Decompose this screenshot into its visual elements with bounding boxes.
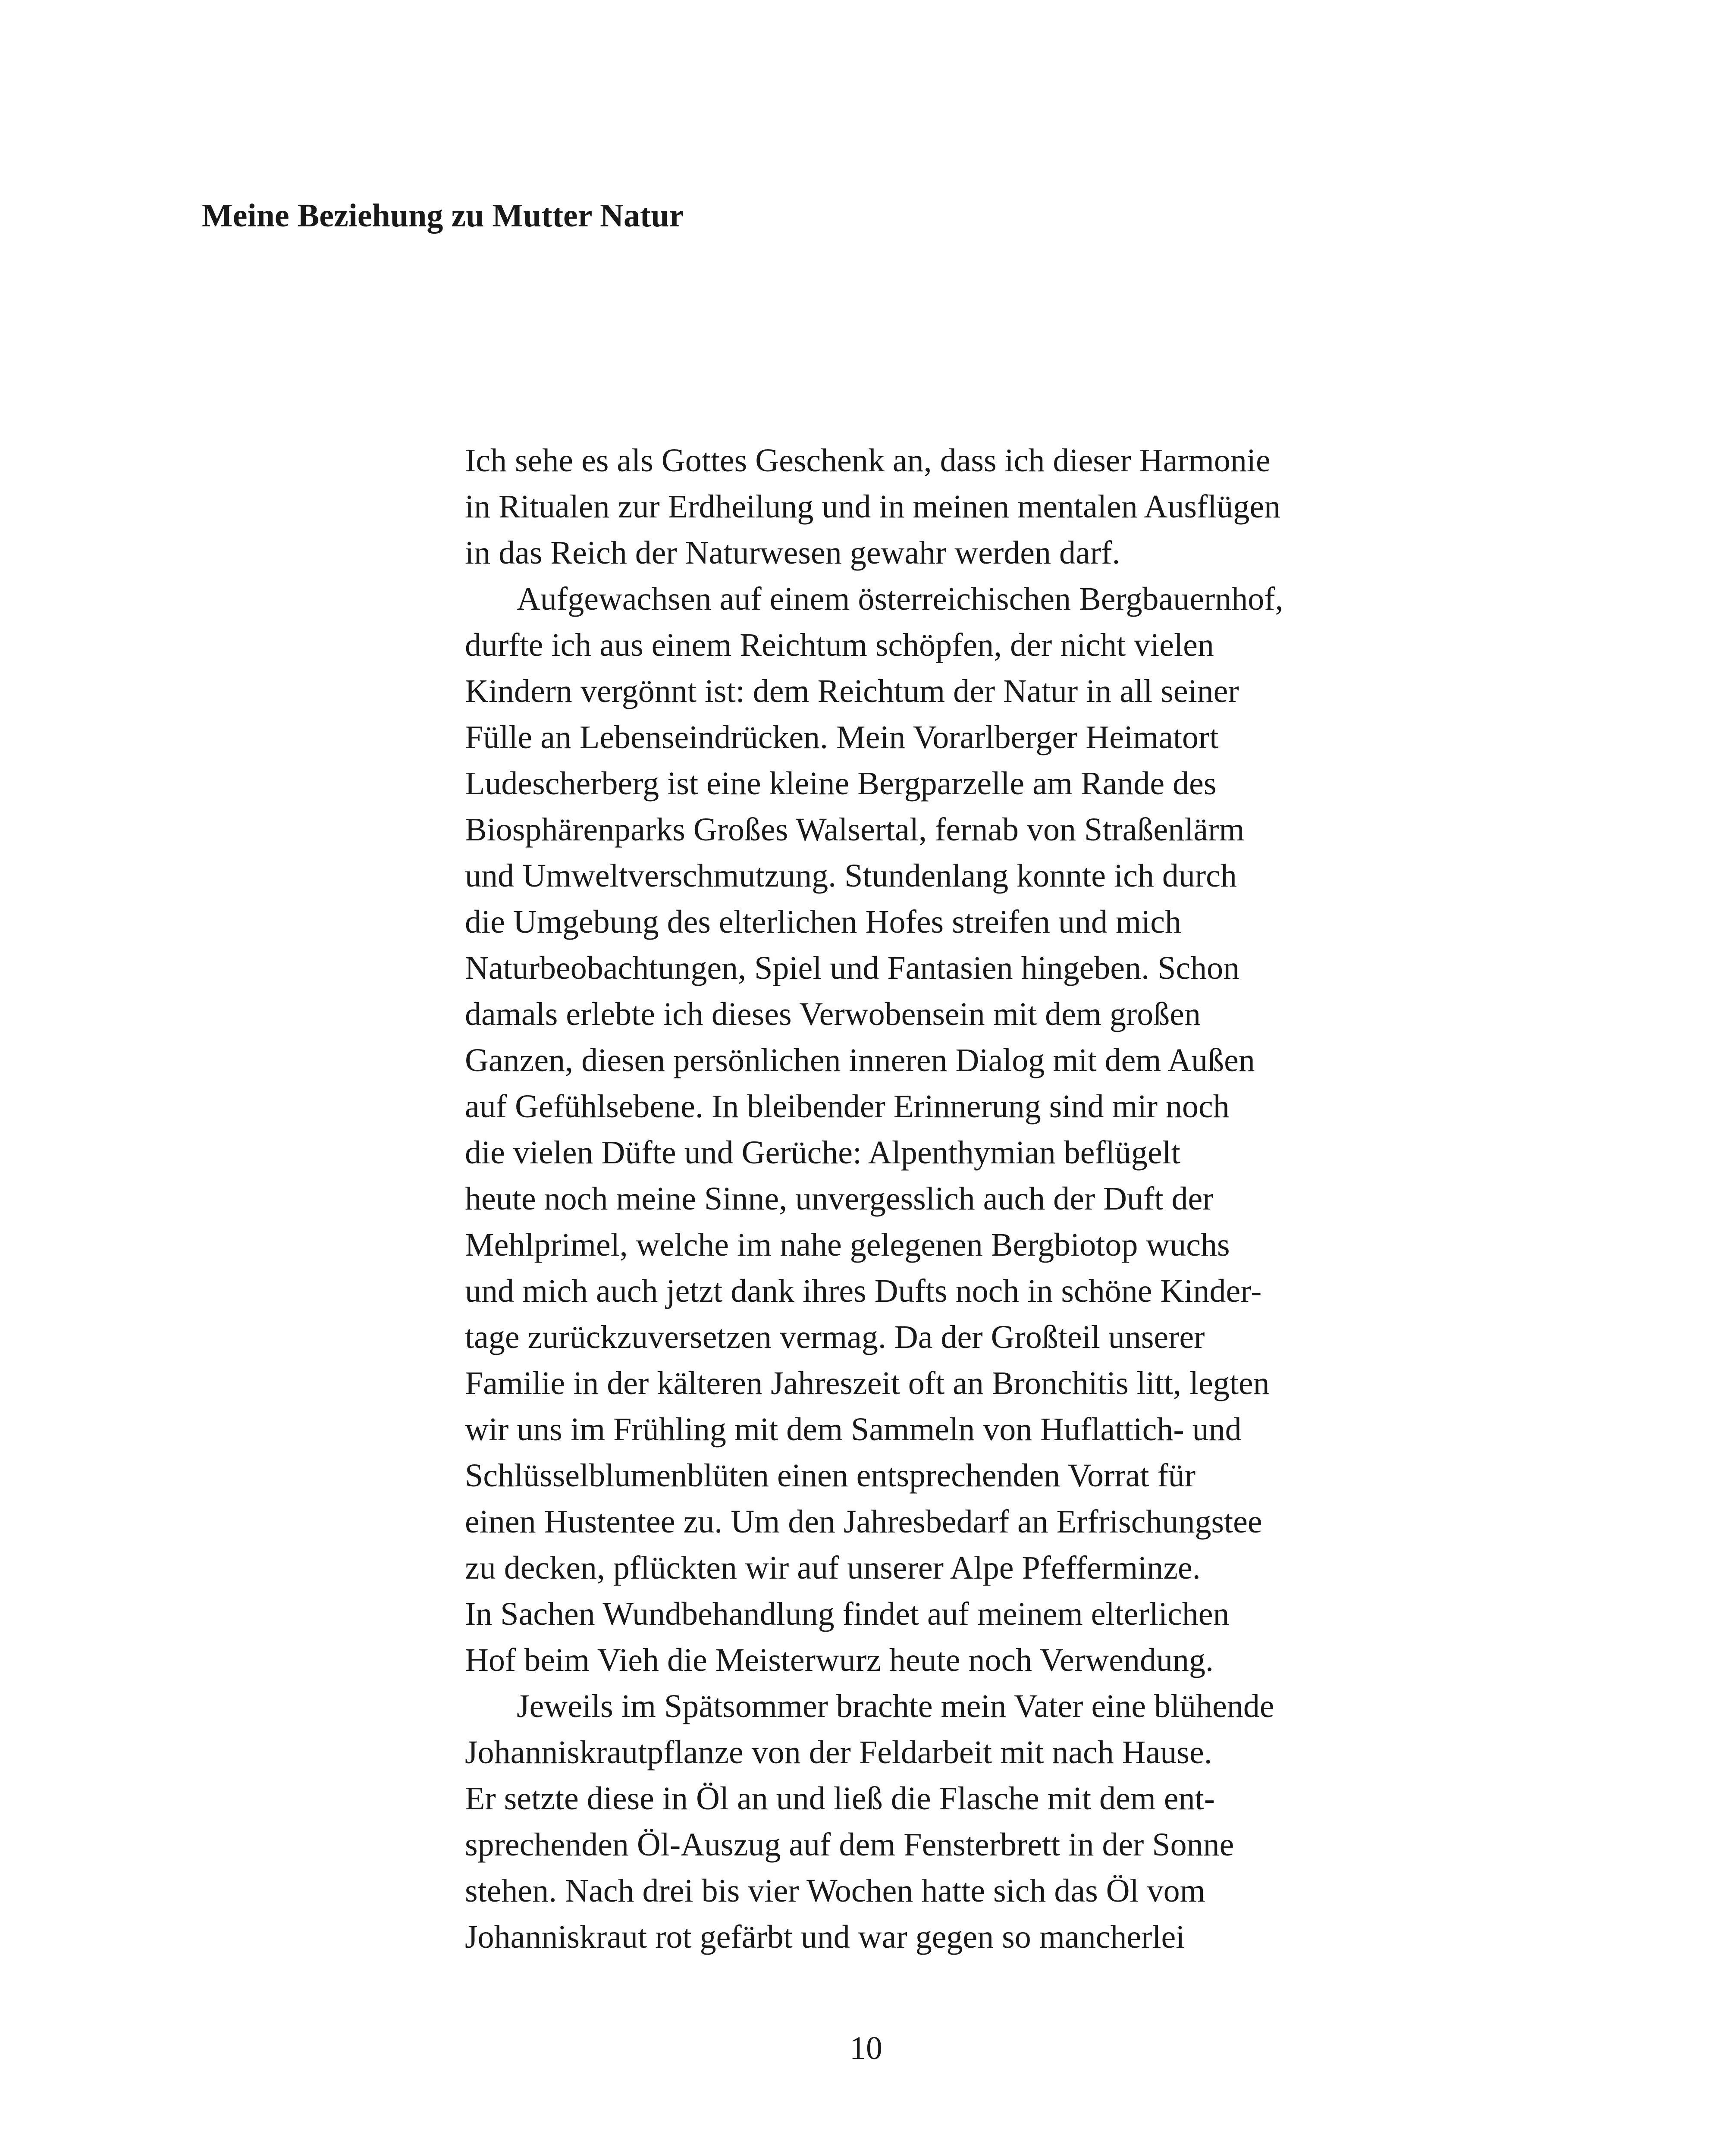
text-line: Aufgewachsen auf einem österreichischen Bergbauernhof, — [517, 581, 1283, 617]
text-line: Kindern vergönnt ist: dem Reichtum der Natur in all seiner — [465, 673, 1239, 709]
page-number: 10 — [850, 2030, 882, 2066]
text-line: Johanniskraut rot gefärbt und war gegen so mancherlei — [465, 1919, 1185, 1955]
text-line: wir uns im Frühling mit dem Sammeln von Huflattich- und — [465, 1411, 1242, 1448]
text-line: sprechenden Öl-Auszug auf dem Fensterbrett in der Sonne — [465, 1827, 1234, 1863]
text-line: und Umweltverschmutzung. Stundenlang konnte ich durch — [465, 858, 1237, 894]
text-line: damals erlebte ich dieses Verwobensein mit dem großen — [465, 996, 1201, 1032]
text-line: Er setzte diese in Öl an und ließ die Flasche mit dem ent- — [465, 1780, 1215, 1817]
text-line: auf Gefühlsebene. In bleibender Erinnerung sind mir noch — [465, 1088, 1230, 1125]
text-line: und mich auch jetzt dank ihres Dufts noch in schöne Kinder- — [465, 1273, 1262, 1309]
text-line: Ganzen, diesen persönlichen inneren Dialog mit dem Außen — [465, 1042, 1255, 1078]
text-line: tage zurückzuversetzen vermag. Da der Großteil unserer — [465, 1319, 1205, 1355]
text-line: zu decken, pflückten wir auf unserer Alpe Pfefferminze. — [465, 1550, 1201, 1586]
body-text — [465, 438, 1517, 1960]
text-line: Johanniskrautpflanze von der Feldarbeit mit nach Hause. — [465, 1734, 1212, 1771]
text-line: Mehlprimel, welche im nahe gelegenen Bergbiotop wuchs — [465, 1227, 1230, 1263]
text-line: die Umgebung des elterlichen Hofes streifen und mich — [465, 904, 1181, 940]
text-line: in Ritualen zur Erdheilung und in meinen mentalen Ausflügen — [465, 489, 1281, 525]
chapter-title: Meine Beziehung zu Mutter Natur — [202, 197, 684, 234]
text-line: Fülle an Lebenseindrücken. Mein Vorarlberger Heimatort — [465, 719, 1219, 755]
text-line: in das Reich der Naturwesen gewahr werden darf. — [465, 535, 1120, 571]
text-line: Familie in der kälteren Jahreszeit oft an Bronchitis litt, legten — [465, 1365, 1270, 1401]
text-line: stehen. Nach drei bis vier Wochen hatte sich das Öl vom — [465, 1873, 1205, 1909]
text-line: Schlüsselblumenblüten einen entsprechenden Vorrat für — [465, 1457, 1196, 1494]
text-line: Biosphärenparks Großes Walsertal, fernab von Straßenlärm — [465, 812, 1245, 848]
text-line: die vielen Düfte und Gerüche: Alpenthymian beflügelt — [465, 1134, 1180, 1171]
text-line: In Sachen Wundbehandlung findet auf meinem elterlichen — [465, 1596, 1230, 1632]
text-line: durfte ich aus einem Reichtum schöpfen, der nicht vielen — [465, 627, 1214, 663]
text-line: einen Hustentee zu. Um den Jahresbedarf an Erfrischungstee — [465, 1504, 1262, 1540]
text-line: Naturbeobachtungen, Spiel und Fantasien hingeben. Schon — [465, 950, 1240, 986]
text-line: Ich sehe es als Gottes Geschenk an, dass ich dieser Harmonie — [465, 442, 1271, 479]
text-line: Jeweils im Spätsommer brachte mein Vater eine blühende — [517, 1688, 1274, 1724]
text-line: heute noch meine Sinne, unvergesslich auch der Duft der — [465, 1181, 1214, 1217]
text-line: Hof beim Vieh die Meisterwurz heute noch Verwendung. — [465, 1642, 1214, 1678]
text-line: Ludescherberg ist eine kleine Bergparzelle am Rande des — [465, 765, 1217, 802]
